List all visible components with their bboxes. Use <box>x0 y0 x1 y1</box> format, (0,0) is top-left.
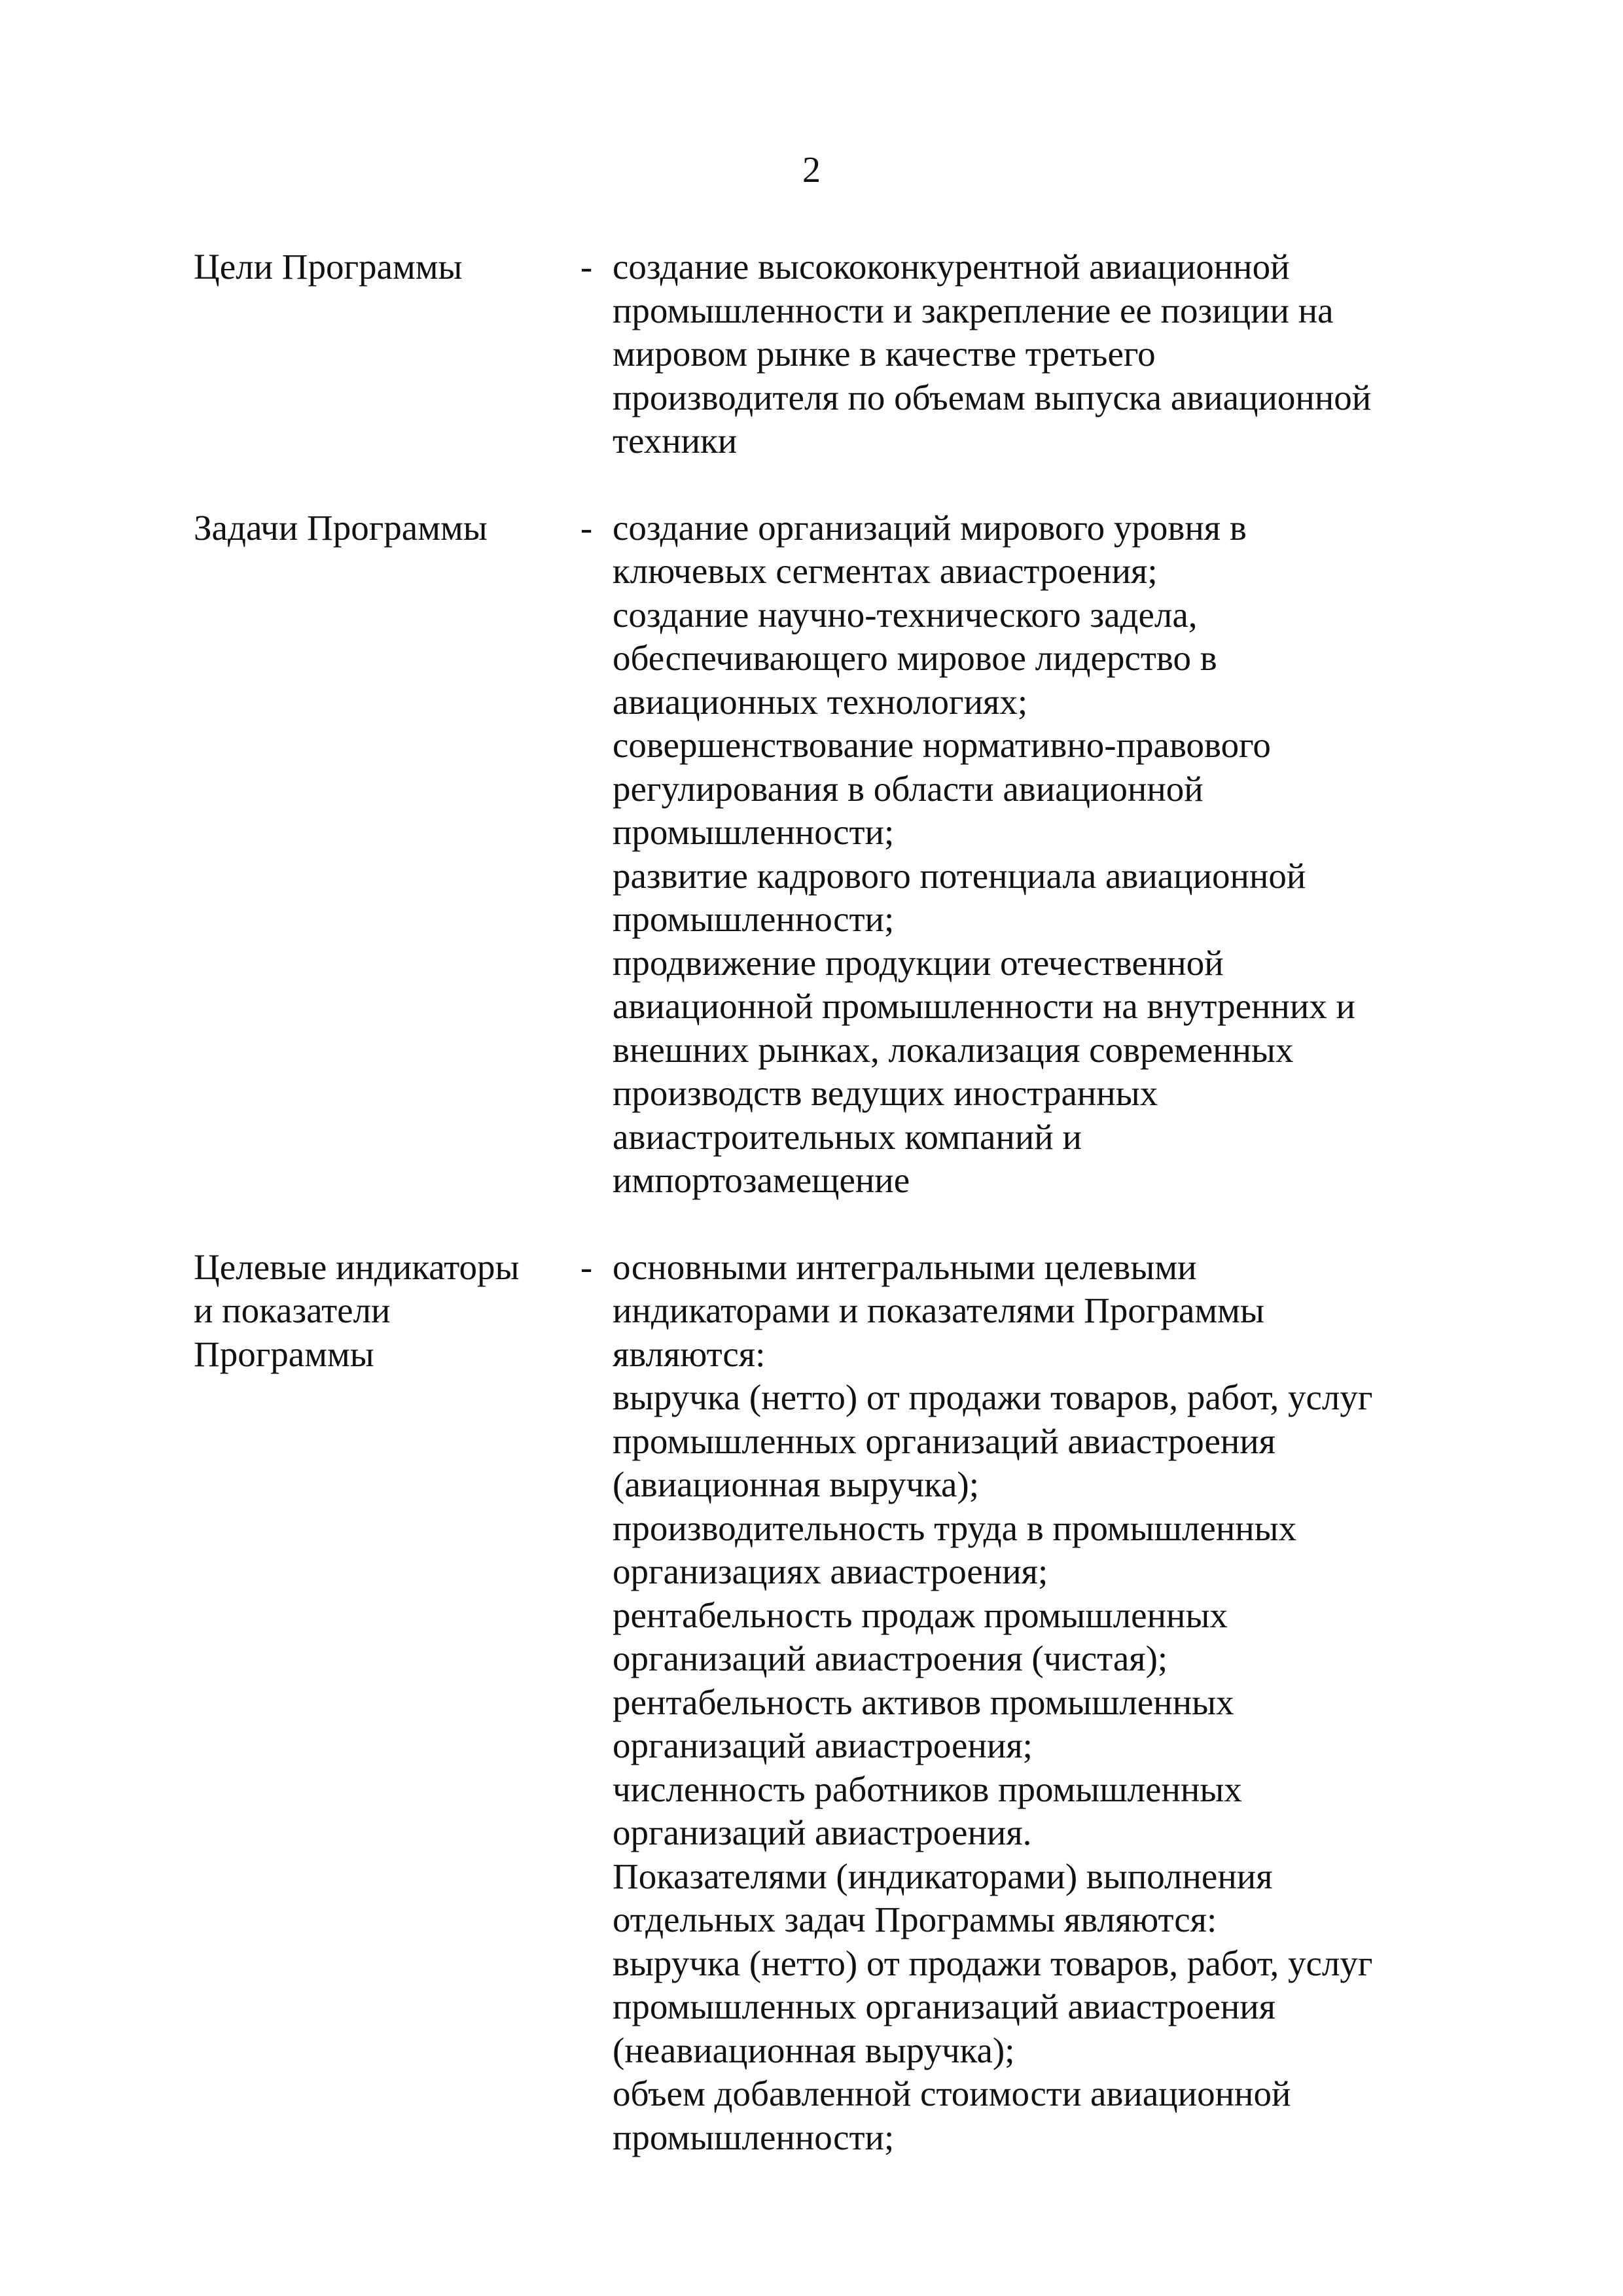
row-goals <box>194 245 1450 463</box>
content-line: мировом рынке в качестве третьего <box>613 334 1156 374</box>
label-line: Цели Программы <box>194 247 463 287</box>
row-content <box>613 1246 1450 2160</box>
content-line: авиастроительных компаний и <box>613 1116 1082 1157</box>
content-line: ключевых сегментах авиастроения; <box>613 551 1158 591</box>
content-line: развитие кадрового потенциала авиационной <box>613 855 1306 896</box>
content-line: авиационных технологиях; <box>613 681 1028 722</box>
content-line: индикаторами и показателями Программы <box>613 1290 1264 1330</box>
content-line: промышленности; <box>613 812 895 852</box>
content-line: импортозамещение <box>613 1160 910 1200</box>
content-line: регулирования в области авиационной <box>613 768 1204 809</box>
row-tasks <box>194 506 1450 1203</box>
content-line: выручка (нетто) от продажи товаров, работ, услуг <box>613 1943 1373 1983</box>
content-line: внешних рынках, локализация современных <box>613 1029 1294 1070</box>
row-label <box>194 1246 560 1377</box>
content-line: промышленности и закрепление ее позиции на <box>613 290 1334 330</box>
row-content <box>613 245 1450 463</box>
content-line: промышленных организаций авиастроения <box>613 1987 1276 2026</box>
content-line: авиационной промышленности на внутренних и <box>613 986 1355 1026</box>
content-line: выручка (нетто) от продажи товаров, работ, услуг <box>613 1377 1373 1417</box>
content-line: производительность труда в промышленных <box>613 1508 1297 1548</box>
row-dash: - <box>580 247 593 287</box>
content-line: рентабельность продаж промышленных <box>613 1595 1228 1635</box>
page-number: 2 <box>802 150 821 190</box>
content-line: создание научно-технического задела, <box>613 594 1198 635</box>
content-line: рентабельность активов промышленных <box>613 1682 1234 1722</box>
row-label <box>194 245 560 289</box>
content-line: техники <box>613 421 738 461</box>
row-indicators <box>194 1246 1450 2160</box>
content-line: основными интегральными целевыми <box>613 1246 1197 1287</box>
content-line: обеспечивающего мировое лидерство в <box>613 638 1217 678</box>
row-dash: - <box>580 507 593 548</box>
content-line: Показателями (индикаторами) выполнения <box>613 1856 1273 1896</box>
content-line: численность работников промышленных <box>613 1769 1242 1809</box>
label-line: Задачи Программы <box>194 507 488 548</box>
row-dash: - <box>580 1246 593 1287</box>
content-line: организаций авиастроения (чистая); <box>613 1638 1168 1678</box>
content-line: производителя по объемам выпуска авиационной <box>613 377 1372 417</box>
row-label <box>194 506 560 550</box>
label-line: Целевые индикаторы <box>194 1246 520 1287</box>
row-content <box>613 506 1450 1203</box>
content-line: продвижение продукции отечественной <box>613 942 1224 983</box>
content-line: объем добавленной стоимости авиационной <box>613 2074 1291 2113</box>
content-line: создание организаций мирового уровня в <box>613 507 1247 548</box>
content-line: промышленных организаций авиастроения <box>613 1421 1276 1461</box>
content-line: совершенствование нормативно-правового <box>613 725 1271 765</box>
content-line: (авиационная выручка); <box>613 1464 979 1504</box>
content-line: организаций авиастроения; <box>613 1725 1033 1765</box>
program-passport-table <box>194 245 1450 2202</box>
content-line: производств ведущих иностранных <box>613 1073 1158 1113</box>
content-line: промышленности; <box>613 2117 895 2157</box>
content-line: отдельных задач Программы являются: <box>613 1899 1217 1939</box>
content-line: (неавиационная выручка); <box>613 2030 1015 2070</box>
content-line: организаций авиастроения. <box>613 1812 1032 1852</box>
content-line: организациях авиастроения; <box>613 1551 1048 1591</box>
label-line: Программы <box>194 1333 374 1374</box>
content-line: являются: <box>613 1333 766 1374</box>
content-line: создание высококонкурентной авиационной <box>613 247 1290 287</box>
content-line: промышленности; <box>613 899 895 939</box>
label-line: и показатели <box>194 1290 391 1330</box>
